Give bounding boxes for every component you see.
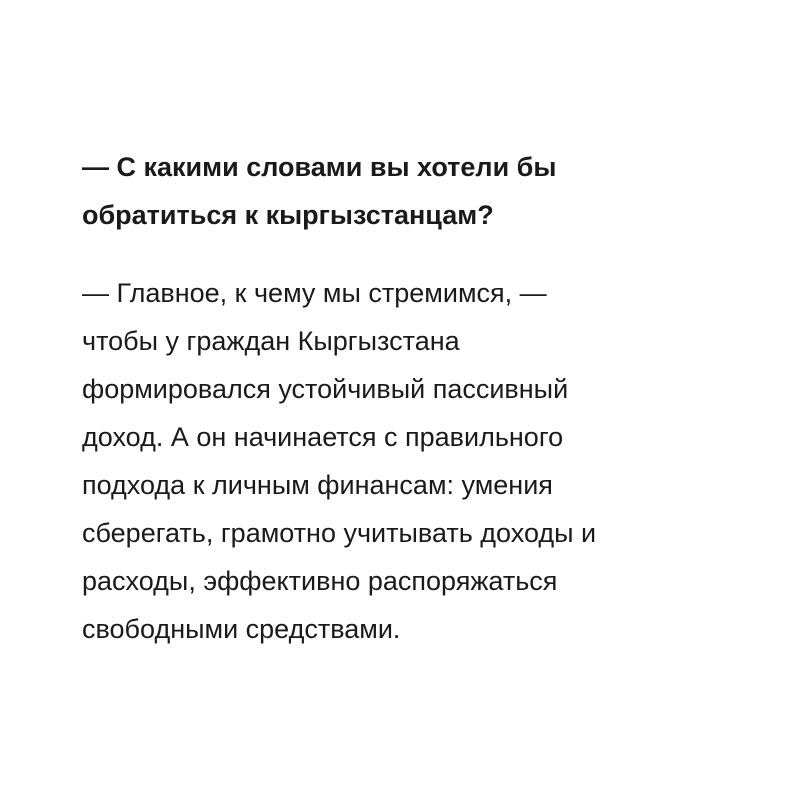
answer-line: подхода к личным финансам: умения xyxy=(82,470,553,500)
interview-question xyxy=(82,143,740,239)
answer-line: расходы, эффективно распоряжаться xyxy=(82,566,558,596)
answer-line: сберегать, грамотно учитывать доходы и xyxy=(82,518,597,548)
answer-line: доход. А он начинается с правильного xyxy=(82,422,564,452)
answer-line: формировался устойчивый пассивный xyxy=(82,374,569,404)
answer-line: — Главное, к чему мы стремимся, — xyxy=(82,278,547,308)
question-line: обратиться к кыргызстанцам? xyxy=(82,200,494,230)
answer-line: свободными средствами. xyxy=(82,614,401,644)
question-line: — С какими словами вы хотели бы xyxy=(82,152,557,182)
answer-line: чтобы у граждан Кыргызстана xyxy=(82,326,460,356)
interview-answer xyxy=(82,269,740,653)
